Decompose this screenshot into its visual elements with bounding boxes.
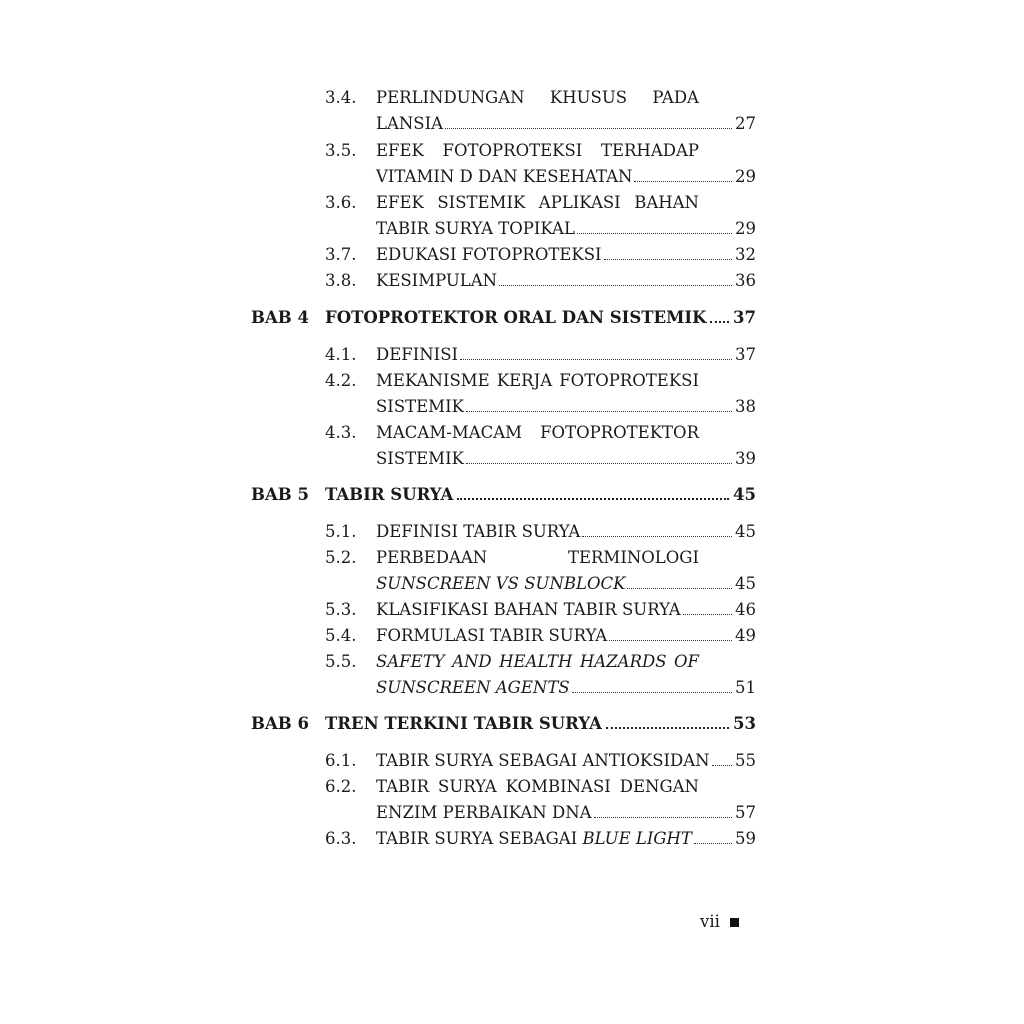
title-word: PERBEDAAN xyxy=(376,548,488,567)
leader-line xyxy=(376,598,756,622)
dot-leader xyxy=(683,614,732,615)
title-word: MEKANISME xyxy=(376,371,490,390)
page-number: 39 xyxy=(735,449,756,468)
section-number: 4.2. xyxy=(325,371,357,390)
dot-leader xyxy=(457,498,729,500)
section-title xyxy=(376,191,699,215)
title-word: EFEK xyxy=(376,141,424,160)
leader-line xyxy=(376,447,756,471)
chapter-title: TREN TERKINI TABIR SURYA xyxy=(325,714,602,733)
leader-line xyxy=(376,269,756,293)
dot-leader xyxy=(466,411,732,412)
title-word: FOTOPROTEKSI xyxy=(559,371,699,390)
section-number: 3.6. xyxy=(325,193,357,212)
section-title xyxy=(376,775,699,799)
section-number: 5.1. xyxy=(325,522,357,541)
dot-leader xyxy=(606,727,729,729)
page-number: 29 xyxy=(735,219,756,238)
title-word: TABIR xyxy=(376,777,430,796)
leader-line xyxy=(376,243,756,267)
page-number: 51 xyxy=(735,678,756,697)
dot-leader xyxy=(582,536,732,537)
title-word: KOMBINASI xyxy=(505,777,611,796)
title-word: PERLINDUNGAN xyxy=(376,88,525,107)
title-word: SAFETY xyxy=(376,652,445,671)
leader-line xyxy=(376,520,756,544)
dot-leader xyxy=(627,588,732,589)
leader-line xyxy=(376,624,756,648)
section-title xyxy=(376,650,699,674)
leader-line xyxy=(376,217,756,241)
title-word: SISTEMIK xyxy=(437,193,526,212)
title-part-italic: BLUE LIGHT xyxy=(582,829,692,848)
page-footer xyxy=(700,910,739,934)
title-word: BAHAN xyxy=(634,193,699,212)
section-title-cont: ENZIM PERBAIKAN DNA xyxy=(376,803,592,822)
section-number: 6.3. xyxy=(325,829,357,848)
page-number: 45 xyxy=(735,574,756,593)
footer-page-number: vii xyxy=(700,912,720,931)
title-word: MACAM-MACAM xyxy=(376,423,523,442)
section-title: EDUKASI FOTOPROTEKSI xyxy=(376,245,602,264)
dot-leader xyxy=(499,285,732,286)
section-title: TABIR SURYA SEBAGAI ANTIOKSIDAN xyxy=(376,751,710,770)
section-title: DEFINISI TABIR SURYA xyxy=(376,522,581,541)
leader-line xyxy=(376,112,756,136)
section-title: KLASIFIKASI BAHAN TABIR SURYA xyxy=(376,600,681,619)
section-number: 3.4. xyxy=(325,88,357,107)
dot-leader xyxy=(445,128,732,129)
section-title-cont: SUNSCREEN VS SUNBLOCK xyxy=(376,574,626,593)
page-number: 59 xyxy=(735,829,756,848)
dot-leader xyxy=(604,259,732,260)
dot-leader xyxy=(712,765,732,766)
section-number: 5.5. xyxy=(325,652,357,671)
section-number: 5.2. xyxy=(325,548,357,567)
leader-line xyxy=(376,165,756,189)
section-number: 3.8. xyxy=(325,271,357,290)
page-number: 45 xyxy=(735,522,756,541)
page-number: 49 xyxy=(735,626,756,645)
leader-line xyxy=(376,801,756,825)
title-word: AND xyxy=(452,652,492,671)
title-word: SURYA xyxy=(438,777,497,796)
title-word: EFEK xyxy=(376,193,424,212)
page-number: 38 xyxy=(735,397,756,416)
leader-line xyxy=(376,676,756,700)
section-number: 6.2. xyxy=(325,777,357,796)
section-title: FORMULASI TABIR SURYA xyxy=(376,626,608,645)
section-number: 5.4. xyxy=(325,626,357,645)
page-number: 29 xyxy=(735,167,756,186)
dot-leader xyxy=(634,181,732,182)
section-title-cont: LANSIA xyxy=(376,114,444,133)
leader-line xyxy=(325,712,756,736)
section-title-cont: SUNSCREEN AGENTS xyxy=(376,678,570,697)
page-number: 27 xyxy=(735,114,756,133)
chapter-label: BAB 5 xyxy=(251,485,309,504)
section-number: 6.1. xyxy=(325,751,357,770)
chapter-title: FOTOPROTEKTOR ORAL DAN SISTEMIK xyxy=(325,308,707,327)
dot-leader xyxy=(594,817,732,818)
dot-leader xyxy=(466,463,732,464)
chapter-label: BAB 4 xyxy=(251,308,309,327)
section-title xyxy=(376,369,699,393)
section-title-cont: SISTEMIK xyxy=(376,397,464,416)
section-number: 5.3. xyxy=(325,600,357,619)
title-part: TABIR SURYA SEBAGAI xyxy=(376,829,578,848)
page-number: 46 xyxy=(735,600,756,619)
leader-line xyxy=(325,306,756,330)
page-number: 45 xyxy=(733,485,756,504)
leader-line xyxy=(325,483,756,507)
section-title xyxy=(376,546,699,570)
dot-leader xyxy=(710,321,729,323)
dot-leader xyxy=(694,843,732,844)
title-word: FOTOPROTEKTOR xyxy=(540,423,699,442)
page-number: 37 xyxy=(733,308,756,327)
dot-leader xyxy=(577,233,732,234)
section-title xyxy=(376,86,699,110)
page-number: 36 xyxy=(735,271,756,290)
title-word: HEALTH xyxy=(499,652,573,671)
title-word: HAZARDS xyxy=(579,652,667,671)
leader-line xyxy=(376,343,756,367)
page-number: 37 xyxy=(735,345,756,364)
section-title xyxy=(376,421,699,445)
leader-line xyxy=(376,395,756,419)
section-title: KESIMPULAN xyxy=(376,271,498,290)
chapter-title: TABIR SURYA xyxy=(325,485,454,504)
section-number: 3.7. xyxy=(325,245,357,264)
section-number: 4.3. xyxy=(325,423,357,442)
section-title xyxy=(376,139,699,163)
title-word: APLIKASI xyxy=(538,193,621,212)
section-number: 4.1. xyxy=(325,345,357,364)
dot-leader xyxy=(572,692,732,693)
section-title-cont: VITAMIN D DAN KESEHATAN xyxy=(376,167,633,186)
title-word: PADA xyxy=(652,88,699,107)
page-number: 53 xyxy=(733,714,756,733)
section-title-cont: SISTEMIK xyxy=(376,449,464,468)
title-word: KERJA xyxy=(496,371,553,390)
leader-line xyxy=(376,572,756,596)
title-word: TERHADAP xyxy=(600,141,699,160)
square-marker-icon xyxy=(730,918,739,927)
dot-leader xyxy=(460,359,732,360)
page-number: 55 xyxy=(735,751,756,770)
leader-line xyxy=(376,827,756,851)
leader-line xyxy=(376,749,756,773)
title-word: TERMINOLOGI xyxy=(567,548,699,567)
page-number: 57 xyxy=(735,803,756,822)
title-word: DENGAN xyxy=(619,777,699,796)
title-word: OF xyxy=(673,652,699,671)
title-word: FOTOPROTEKSI xyxy=(442,141,583,160)
title-word: KHUSUS xyxy=(549,88,628,107)
chapter-label: BAB 6 xyxy=(251,714,309,733)
section-number: 3.5. xyxy=(325,141,357,160)
page-number: 32 xyxy=(735,245,756,264)
section-title xyxy=(376,827,692,851)
section-title-cont: TABIR SURYA TOPIKAL xyxy=(376,219,575,238)
dot-leader xyxy=(609,640,732,641)
section-title: DEFINISI xyxy=(376,345,459,364)
